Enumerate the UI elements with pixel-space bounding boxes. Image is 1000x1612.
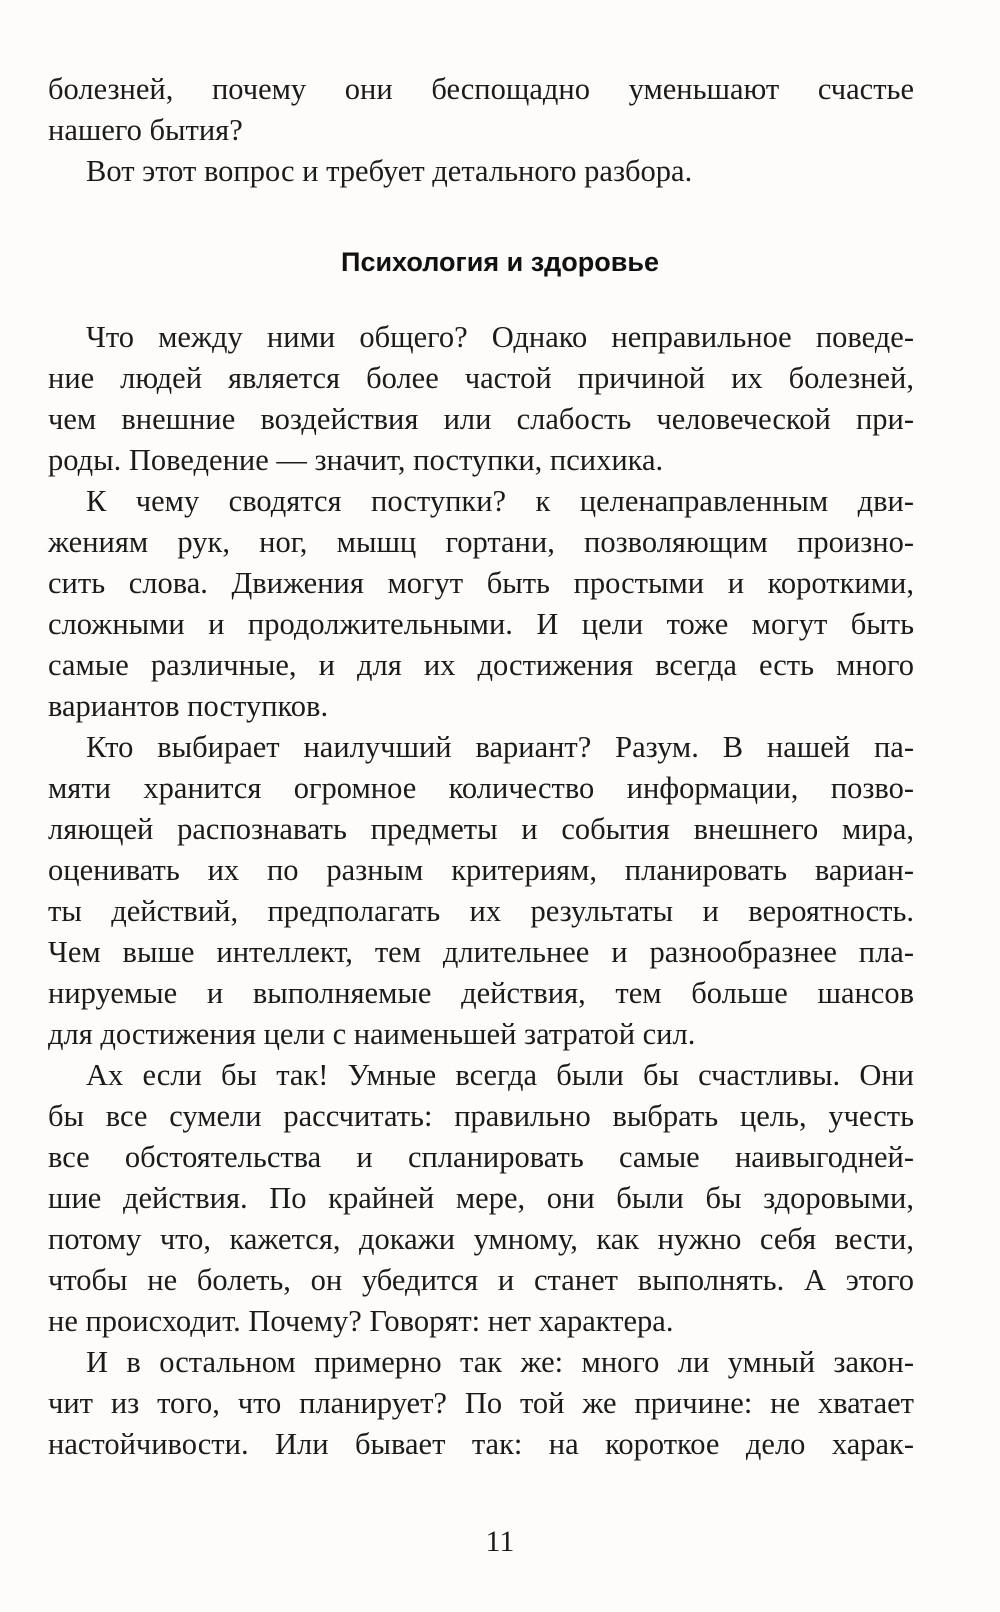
text-line: ты действий, предполагать их результаты и вероятность. — [48, 894, 914, 928]
text-line: нашего бытия? — [48, 113, 243, 147]
text-line: бы все сумели рассчитать: правильно выбрать цель, учесть — [48, 1099, 914, 1133]
text-line: Чем выше интеллект, тем длительнее и разнообразнее пла- — [48, 935, 914, 969]
text-line: Ах если бы так! Умные всегда были бы счастливы. Они — [86, 1058, 914, 1092]
text-line: не происходит. Почему? Говорят: нет характера. — [48, 1304, 674, 1338]
text-line: Вот этот вопрос и требует детального разбора. — [86, 154, 693, 188]
text-line: чем внешние воздействия или слабость человеческой при- — [48, 402, 914, 436]
text-line: жениям рук, ног, мышц гортани, позволяющим произно- — [48, 525, 914, 559]
text-line: ляющей распознавать предметы и события внешнего мира, — [48, 812, 914, 846]
text-line: ние людей является более частой причиной их болезней, — [48, 361, 914, 395]
text-line: вариантов поступков. — [48, 689, 329, 723]
text-line: нируемые и выполняемые действия, тем больше шансов — [48, 976, 914, 1010]
text-line: мяти хранится огромное количество информации, позво- — [48, 771, 914, 805]
page-number: 11 — [485, 1525, 515, 1558]
section-heading: Психология и здоровье — [341, 247, 659, 277]
text-line: сложными и продолжительными. И цели тоже могут быть — [48, 607, 914, 641]
text-line: шие действия. По крайней мере, они были бы здоровыми, — [48, 1181, 914, 1215]
text-line: роды. Поведение — значит, поступки, психика. — [48, 443, 664, 477]
text-line: чит из того, что планирует? По той же причине: не хватает — [48, 1386, 914, 1420]
text-line: болезней, почему они беспощадно уменьшают счастье — [48, 72, 914, 106]
text-line: все обстоятельства и спланировать самые наивыгодней- — [48, 1140, 914, 1174]
text-line: потому что, кажется, докажи умному, как нужно себя вести, — [48, 1222, 914, 1256]
text-line: сить слова. Движения могут быть простыми и короткими, — [48, 566, 914, 600]
text-line: настойчивости. Или бывает так: на короткое дело харак- — [48, 1427, 914, 1461]
text-line: для достижения цели с наименьшей затратой сил. — [48, 1017, 696, 1051]
text-line: оценивать их по разным критериям, планировать вариан- — [48, 853, 914, 887]
text-line: К чему сводятся поступки? к целенаправленным дви- — [86, 484, 914, 518]
text-line: Что между ними общего? Однако неправильное поведе- — [86, 320, 914, 354]
text-line: И в остальном примерно так же: много ли умный закон- — [86, 1345, 914, 1379]
text-line: Кто выбирает наилучший вариант? Разум. В нашей па- — [86, 730, 914, 764]
text-line: самые различные, и для их достижения всегда есть много — [48, 648, 914, 682]
text-line: чтобы не болеть, он убедится и станет выполнять. А этого — [48, 1263, 914, 1297]
